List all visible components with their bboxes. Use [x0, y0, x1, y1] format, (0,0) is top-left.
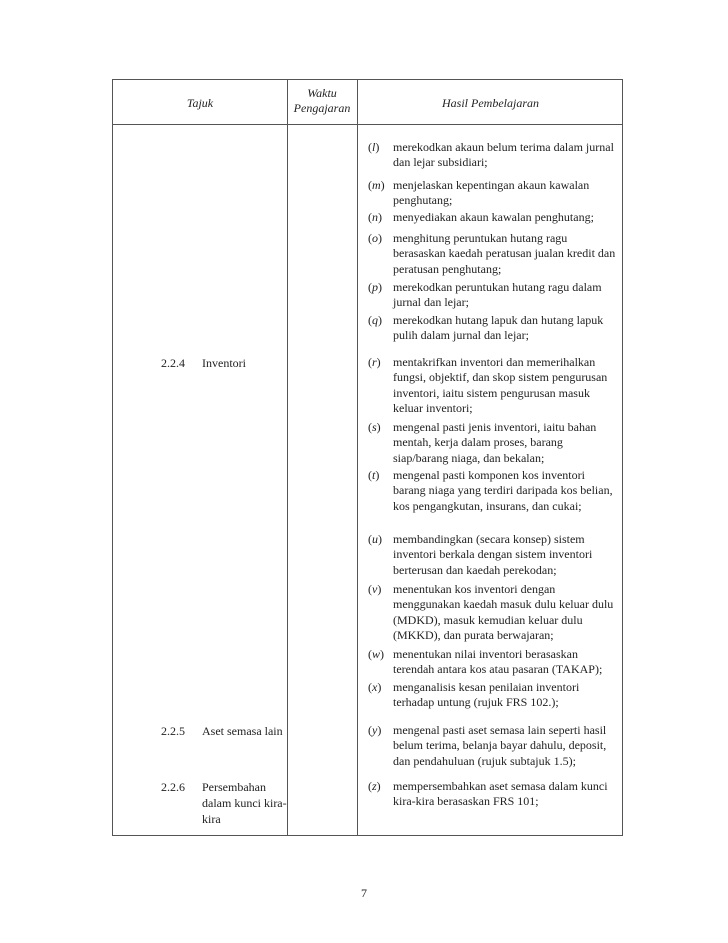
- outcome-label: (z): [368, 779, 381, 793]
- outcome-label: (u): [368, 532, 382, 546]
- topic-number: 2.2.4: [161, 356, 185, 370]
- topic-name: Inventori: [202, 356, 246, 370]
- outcome-text: mengenal pasti komponen kos inventori barang niaga yang terdiri daripada kos belian, kos pengangkutan, insurans, dan cukai;: [393, 468, 613, 513]
- page-number: 7: [361, 886, 367, 900]
- outcome-text: menjelaskan kepentingan akaun kawalan penghutang;: [393, 178, 590, 208]
- outcome-label: (y): [368, 723, 382, 737]
- column-divider: [287, 80, 288, 835]
- outcome-label: (r): [368, 355, 381, 369]
- topic-number: 2.2.5: [161, 724, 185, 738]
- header-waktu-line1: Waktu: [307, 86, 337, 100]
- outcome-text: menyediakan akaun kawalan penghutang;: [393, 210, 594, 224]
- outcome-text: mengenal pasti aset semasa lain seperti hasil belum terima, belanja bayar dahulu, deposit, dan pendahuluan (rujuk subtajuk 1.5);: [393, 723, 607, 768]
- outcome-label: (m): [368, 178, 385, 192]
- outcome-label: (s): [368, 420, 381, 434]
- outcome-text: merekodkan peruntukan hutang ragu dalam jurnal dan lejar;: [393, 280, 602, 310]
- outcome-label: (n): [368, 210, 382, 224]
- outcome-text: mentakrifkan inventori dan memerihalkan fungsi, objektif, dan skop sistem pengurusan inventori, iaitu sistem pengurusan masuk keluar inventori;: [393, 355, 608, 416]
- topic-number: 2.2.6: [161, 780, 185, 794]
- column-divider: [357, 80, 358, 835]
- outcome-label: (q): [368, 313, 382, 327]
- header-tajuk: Tajuk: [186, 96, 214, 110]
- outcome-text: mempersembahkan aset semasa dalam kunci kira-kira berasaskan FRS 101;: [393, 779, 608, 809]
- header-hasil-pembelajaran: Hasil Pembelajaran: [442, 96, 539, 110]
- outcome-label: (t): [368, 468, 380, 482]
- outcome-text: menentukan kos inventori dengan menggunakan kaedah masuk dulu keluar dulu (MDKD), masuk kemudian keluar dulu (MKKD), dan purata berwajaran;: [393, 582, 614, 643]
- outcome-label: (v): [368, 582, 382, 596]
- outcome-label: (x): [368, 680, 382, 694]
- topic-name: Persembahan dalam kunci kira-kira: [202, 780, 287, 826]
- outcome-text: membandingkan (secara konsep) sistem inventori berkala dengan sistem inventori berterusan dan kaedah perekodan;: [393, 532, 593, 577]
- outcome-label: (l): [368, 140, 380, 154]
- topic-name: Aset semasa lain: [202, 724, 283, 738]
- header-waktu-pengajaran: [287, 86, 357, 116]
- outcome-text: merekodkan akaun belum terima dalam jurnal dan lejar subsidiari;: [393, 140, 614, 170]
- header-waktu-line2: Pengajaran: [293, 101, 351, 115]
- outcome-text: mengenal pasti jenis inventori, iaitu bahan mentah, kerja dalam proses, barang siap/barang niaga, dan bekalan;: [393, 420, 597, 465]
- outcome-label: (o): [368, 231, 382, 245]
- outcome-label: (p): [368, 280, 382, 294]
- outcome-text: menghitung peruntukan hutang ragu berasaskan kaedah peratusan jualan kredit dan peratusan penghutang;: [393, 231, 616, 276]
- outcome-label: (w): [368, 647, 385, 661]
- syllabus-table: [112, 79, 623, 836]
- outcome-text: merekodkan hutang lapuk dan hutang lapuk pulih dalam jurnal dan lejar;: [393, 313, 604, 343]
- outcome-text: menentukan nilai inventori berasaskan terendah antara kos atau pasaran (TAKAP);: [393, 647, 603, 677]
- header-divider: [113, 124, 622, 125]
- outcome-text: menganalisis kesan penilaian inventori terhadap untung (rujuk FRS 102.);: [393, 680, 580, 710]
